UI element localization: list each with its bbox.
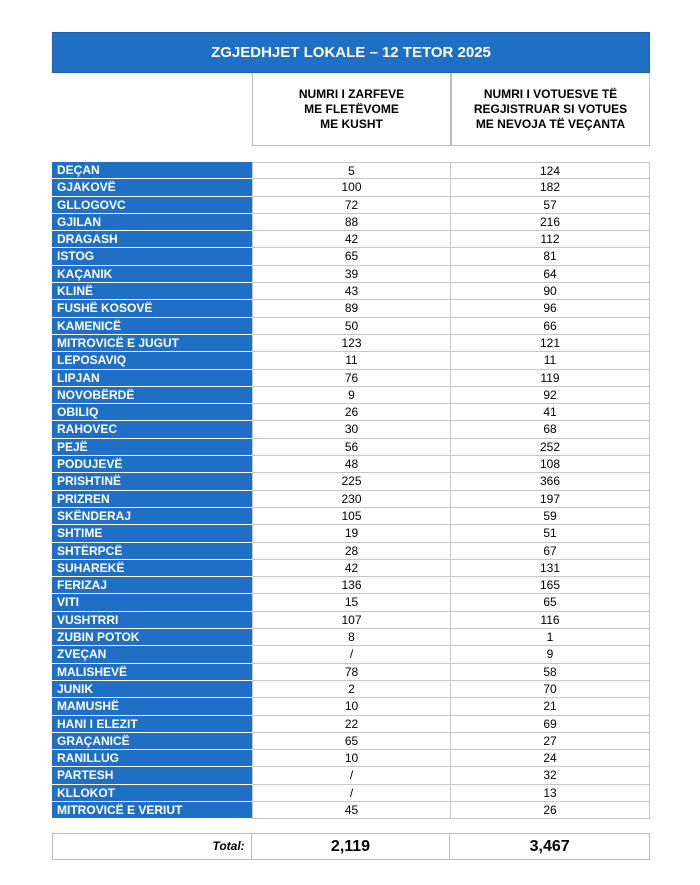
conditional-envelopes-value: 5 [252,162,451,179]
municipality-name: ISTOG [52,248,252,265]
conditional-envelopes-value: 230 [252,491,451,508]
table-row [52,439,650,456]
special-needs-voters-value: 27 [451,733,650,750]
table-row [52,543,650,560]
special-needs-voters-value: 96 [451,300,650,317]
table-title: ZGJEDHJET LOKALE – 12 TETOR 2025 [52,32,650,73]
municipality-name: RANILLUG [52,750,252,767]
municipality-name: SHTIME [52,525,252,542]
table-row [52,197,650,214]
municipality-name: LIPJAN [52,370,252,387]
table-row [52,456,650,473]
municipality-name: VUSHTRRI [52,612,252,629]
special-needs-voters-value: 1 [451,629,650,646]
conditional-envelopes-value: 42 [252,231,451,248]
municipality-name: JUNIK [52,681,252,698]
conditional-envelopes-value: 42 [252,560,451,577]
municipality-name: MAMUSHË [52,698,252,715]
special-needs-voters-value: 58 [451,664,650,681]
conditional-envelopes-value: 88 [252,214,451,231]
municipality-name: KLINË [52,283,252,300]
municipality-name: ZVEÇAN [52,646,252,663]
conditional-envelopes-value: / [252,785,451,802]
table-row [52,525,650,542]
special-needs-voters-value: 112 [451,231,650,248]
table-row [52,335,650,352]
table-row [52,629,650,646]
special-needs-voters-value: 21 [451,698,650,715]
conditional-envelopes-value: 123 [252,335,451,352]
conditional-envelopes-value: 89 [252,300,451,317]
conditional-envelopes-value: 22 [252,716,451,733]
table-row [52,594,650,611]
special-needs-voters-value: 92 [451,387,650,404]
municipality-name: VITI [52,594,252,611]
conditional-envelopes-value: 9 [252,387,451,404]
conditional-envelopes-value: 2 [252,681,451,698]
conditional-envelopes-value: 43 [252,283,451,300]
table-row [52,370,650,387]
municipality-name: GRAÇANICË [52,733,252,750]
special-needs-voters-value: 252 [451,439,650,456]
municipality-name: DEÇAN [52,162,252,179]
special-needs-voters-value: 24 [451,750,650,767]
municipality-name: PARTESH [52,767,252,784]
municipality-name: GLLOGOVC [52,197,252,214]
municipality-name: DRAGASH [52,231,252,248]
table-row [52,508,650,525]
table-row [52,646,650,663]
municipality-name: GJILAN [52,214,252,231]
table-row [52,612,650,629]
special-needs-voters-value: 69 [451,716,650,733]
table-row [52,352,650,369]
conditional-envelopes-value: 19 [252,525,451,542]
special-needs-voters-value: 90 [451,283,650,300]
total-label: Total: [53,834,252,859]
table-row [52,387,650,404]
conditional-envelopes-value: 225 [252,473,451,490]
total-row [52,833,650,860]
special-needs-voters-value: 70 [451,681,650,698]
special-needs-voters-value: 124 [451,162,650,179]
special-needs-voters-value: 11 [451,352,650,369]
table-row [52,231,650,248]
municipality-name: PODUJEVË [52,456,252,473]
column-header-conditional-envelopes: NUMRI I ZARFEVE ME FLETËVOME ME KUSHT [252,73,451,146]
table-row [52,491,650,508]
table-row [52,473,650,490]
special-needs-voters-value: 65 [451,594,650,611]
total-conditional-envelopes: 2,119 [252,834,451,859]
municipality-name: MITROVICË E VERIUT [52,802,252,819]
municipality-name: MITROVICË E JUGUT [52,335,252,352]
table-row [52,767,650,784]
special-needs-voters-value: 121 [451,335,650,352]
special-needs-voters-value: 366 [451,473,650,490]
special-needs-voters-value: 116 [451,612,650,629]
special-needs-voters-value: 165 [451,577,650,594]
municipality-name: PRIZREN [52,491,252,508]
municipality-name: ZUBIN POTOK [52,629,252,646]
special-needs-voters-value: 108 [451,456,650,473]
conditional-envelopes-value: 15 [252,594,451,611]
special-needs-voters-value: 182 [451,179,650,196]
table-row [52,283,650,300]
municipality-name: FUSHË KOSOVË [52,300,252,317]
special-needs-voters-value: 81 [451,248,650,265]
special-needs-voters-value: 67 [451,543,650,560]
special-needs-voters-value: 41 [451,404,650,421]
municipality-name: KLLOKOT [52,785,252,802]
conditional-envelopes-value: 10 [252,698,451,715]
conditional-envelopes-value: 56 [252,439,451,456]
table-row [52,716,650,733]
table-row [52,179,650,196]
table-row [52,266,650,283]
municipality-name: MALISHEVË [52,664,252,681]
table-row [52,698,650,715]
table-row [52,681,650,698]
conditional-envelopes-value: 11 [252,352,451,369]
table-row [52,664,650,681]
special-needs-voters-value: 32 [451,767,650,784]
table-row [52,421,650,438]
municipality-name: SHTËRPCË [52,543,252,560]
municipality-name: GJAKOVË [52,179,252,196]
conditional-envelopes-value: 39 [252,266,451,283]
special-needs-voters-value: 216 [451,214,650,231]
special-needs-voters-value: 13 [451,785,650,802]
conditional-envelopes-value: / [252,646,451,663]
municipality-name: PEJË [52,439,252,456]
conditional-envelopes-value: 105 [252,508,451,525]
total-special-needs-voters: 3,467 [529,838,570,855]
special-needs-voters-value: 57 [451,197,650,214]
table-row [52,577,650,594]
conditional-envelopes-value: 65 [252,248,451,265]
conditional-envelopes-value: 26 [252,404,451,421]
conditional-envelopes-value: 8 [252,629,451,646]
special-needs-voters-value: 197 [451,491,650,508]
table-row [52,214,650,231]
municipality-name: KAÇANIK [52,266,252,283]
special-needs-voters-value: 119 [451,370,650,387]
table-row [52,404,650,421]
special-needs-voters-value: 51 [451,525,650,542]
conditional-envelopes-value: 10 [252,750,451,767]
table-row [52,248,650,265]
municipality-name: OBILIQ [52,404,252,421]
municipality-name: SKËNDERAJ [52,508,252,525]
special-needs-voters-value: 59 [451,508,650,525]
special-needs-voters-value: 26 [451,802,650,819]
municipality-name: RAHOVEC [52,421,252,438]
table-row [52,300,650,317]
municipality-name: FERIZAJ [52,577,252,594]
conditional-envelopes-value: 76 [252,370,451,387]
table-row [52,785,650,802]
municipality-name: PRISHTINË [52,473,252,490]
conditional-envelopes-value: 136 [252,577,451,594]
special-needs-voters-value: 64 [451,266,650,283]
municipality-name: KAMENICË [52,318,252,335]
municipality-name: NOVOBËRDË [52,387,252,404]
conditional-envelopes-value: 100 [252,179,451,196]
conditional-envelopes-value: 72 [252,197,451,214]
special-needs-voters-value: 131 [451,560,650,577]
conditional-envelopes-value: 30 [252,421,451,438]
table-row [52,318,650,335]
table-row [52,802,650,819]
conditional-envelopes-value: 65 [252,733,451,750]
conditional-envelopes-value: 45 [252,802,451,819]
municipality-table [52,162,650,819]
conditional-envelopes-value: 107 [252,612,451,629]
table-row [52,560,650,577]
municipality-name: LEPOSAVIQ [52,352,252,369]
special-needs-voters-value: 66 [451,318,650,335]
conditional-envelopes-value: 50 [252,318,451,335]
conditional-envelopes-value: 48 [252,456,451,473]
table-row [52,733,650,750]
conditional-envelopes-value: 78 [252,664,451,681]
conditional-envelopes-value: 28 [252,543,451,560]
table-row [52,750,650,767]
special-needs-voters-value: 9 [451,646,650,663]
municipality-name: HANI I ELEZIT [52,716,252,733]
table-row [52,162,650,179]
municipality-name: SUHAREKË [52,560,252,577]
column-header-special-needs-voters: NUMRI I VOTUESVE TË REGJISTRUAR SI VOTUES ME NEVOJA TË VEÇANTA [451,73,650,146]
special-needs-voters-value: 68 [451,421,650,438]
conditional-envelopes-value: / [252,767,451,784]
